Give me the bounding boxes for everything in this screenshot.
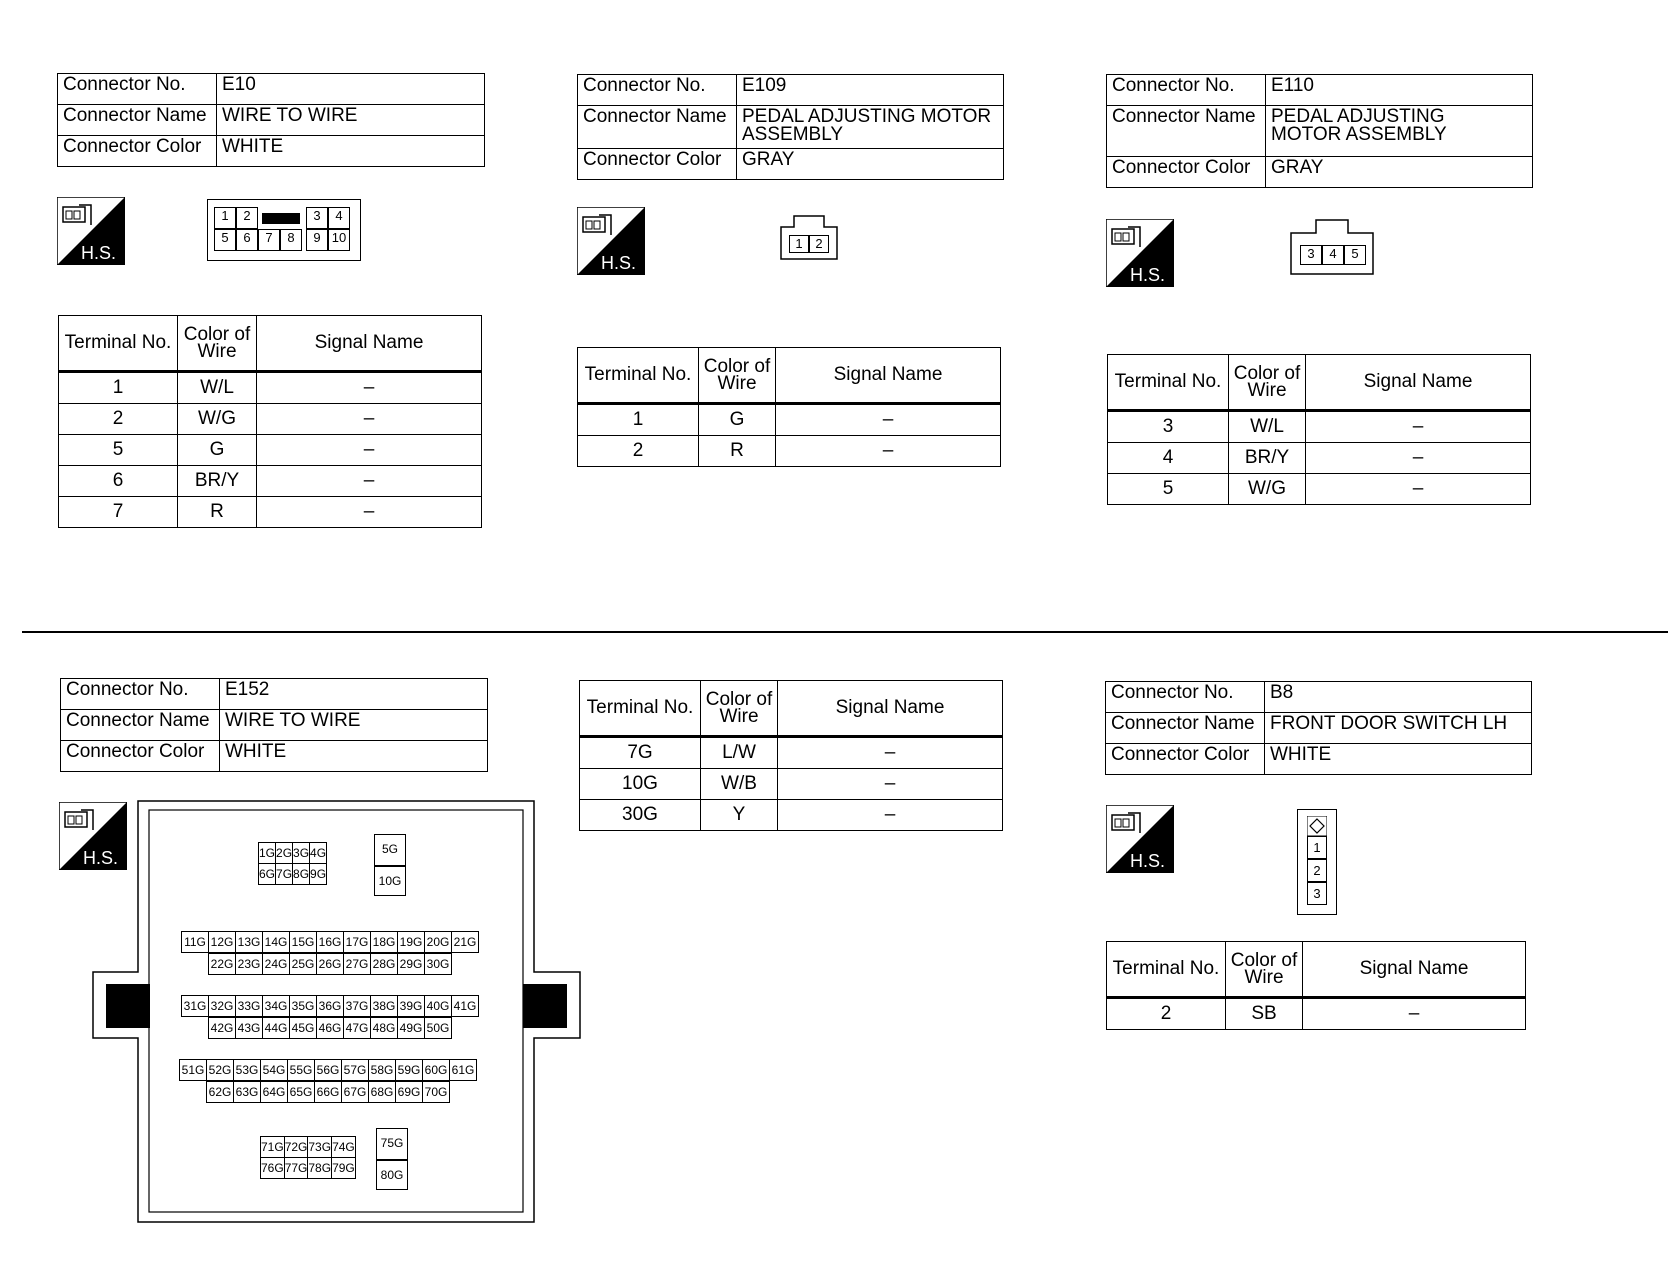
pin: 5 — [214, 229, 236, 251]
pin: 51G — [180, 1060, 207, 1081]
terminal-no-header: Terminal No. — [1108, 355, 1229, 411]
signal-cell: – — [257, 466, 482, 497]
pin: 16G — [317, 932, 344, 953]
pin: 34G — [263, 996, 290, 1017]
key-block — [262, 213, 300, 224]
e152-pin-row-2-bottom — [208, 953, 452, 975]
terminal-no-header: Terminal No. — [580, 681, 701, 737]
connector-no-value: B8 — [1265, 682, 1532, 713]
pin: 39G — [398, 996, 425, 1017]
signal-cell: – — [778, 800, 1003, 831]
connector-no-label: Connector No. — [61, 679, 220, 710]
terminal-cell: 30G — [580, 800, 701, 831]
pin: 5G — [374, 834, 406, 866]
pin: 45G — [290, 1018, 317, 1039]
pin: 21G — [452, 932, 479, 953]
pin: 78G — [308, 1158, 332, 1179]
connector-name-value: FRONT DOOR SWITCH LH — [1265, 713, 1532, 744]
connector-name-label: Connector Name — [58, 105, 217, 136]
pin: 25G — [290, 954, 317, 975]
color-of-wire-header: Color of Wire — [699, 348, 776, 404]
pin: 75G — [376, 1128, 408, 1160]
connector-name-label: Connector Name — [1106, 713, 1265, 744]
wire-cell: BR/Y — [1229, 443, 1306, 474]
pin: 53G — [234, 1060, 261, 1081]
pin: 3 — [1307, 882, 1327, 905]
e152-pin-row-2-top — [181, 931, 479, 953]
wire-cell: R — [178, 497, 257, 528]
hs-label: H.S. — [83, 848, 119, 868]
connector-color-value: GRAY — [1266, 157, 1533, 188]
pin: 28G — [371, 954, 398, 975]
e10-connector-face — [207, 199, 361, 261]
pin: 6G — [259, 864, 276, 885]
hs-icon — [1106, 805, 1174, 873]
terminal-cell: 1 — [578, 404, 699, 436]
terminal-cell: 2 — [578, 436, 699, 467]
pin: 2 — [809, 235, 829, 253]
color-of-wire-header: Color of Wire — [178, 316, 257, 372]
pin: 27G — [344, 954, 371, 975]
pin: 7G — [276, 864, 293, 885]
wire-cell: BR/Y — [178, 466, 257, 497]
signal-cell: – — [1306, 411, 1531, 443]
connector-no-value: E10 — [217, 74, 485, 105]
pin: 12G — [209, 932, 236, 953]
pin: 17G — [344, 932, 371, 953]
hs-icon — [577, 207, 645, 275]
signal-cell: – — [776, 404, 1001, 436]
e10-info-table — [57, 73, 485, 167]
hs-icon — [57, 197, 125, 265]
pin: 76G — [261, 1158, 285, 1179]
wire-cell: W/B — [701, 769, 778, 800]
pin: 3 — [1300, 245, 1322, 265]
terminal-cell: 6 — [59, 466, 178, 497]
signal-cell: – — [257, 404, 482, 435]
e110-info-table — [1106, 74, 1533, 188]
connector-no-label: Connector No. — [578, 75, 737, 106]
hs-label: H.S. — [1130, 265, 1166, 285]
connector-name-value: WIRE TO WIRE — [217, 105, 485, 136]
pin: 68G — [369, 1082, 396, 1103]
e152-info-table — [60, 678, 488, 772]
pin: 42G — [209, 1018, 236, 1039]
pin: 38G — [371, 996, 398, 1017]
hs-icon — [1106, 219, 1174, 287]
connector-name-label: Connector Name — [578, 106, 737, 149]
connector-color-value: WHITE — [1265, 744, 1532, 775]
pin: 73G — [308, 1137, 332, 1158]
signal-cell: – — [257, 497, 482, 528]
connector-color-value: GRAY — [737, 149, 1004, 180]
pin: 71G — [261, 1137, 285, 1158]
connector-no-label: Connector No. — [1107, 75, 1266, 106]
pin: 4 — [328, 207, 350, 229]
e109-connector-face — [780, 215, 838, 260]
connector-no-label: Connector No. — [1106, 682, 1265, 713]
connector-no-label: Connector No. — [58, 74, 217, 105]
pin: 72G — [284, 1137, 308, 1158]
connector-color-label: Connector Color — [61, 741, 220, 772]
connector-color-label: Connector Color — [578, 149, 737, 180]
wire-cell: W/G — [178, 404, 257, 435]
terminal-cell: 4 — [1108, 443, 1229, 474]
terminal-cell: 2 — [59, 404, 178, 435]
pin: 13G — [236, 932, 263, 953]
b8-terminal-table — [1106, 941, 1526, 1030]
pin: 40G — [425, 996, 452, 1017]
pin: 11G — [182, 932, 209, 953]
terminal-cell: 7G — [580, 737, 701, 769]
terminal-cell: 5 — [1108, 474, 1229, 505]
hs-label: H.S. — [601, 253, 637, 273]
pin: 24G — [263, 954, 290, 975]
pin: 4 — [1322, 245, 1344, 265]
connector-name-value: PEDAL ADJUSTING MOTOR ASSEMBLY — [1266, 106, 1533, 157]
b8-info-table — [1105, 681, 1532, 775]
color-of-wire-header: Color of Wire — [1226, 942, 1303, 998]
pin: 20G — [425, 932, 452, 953]
pin: 54G — [261, 1060, 288, 1081]
pin: 6 — [236, 229, 258, 251]
pin: 70G — [423, 1082, 450, 1103]
e152-pin-row-3-top — [181, 995, 479, 1017]
connector-color-label: Connector Color — [1106, 744, 1265, 775]
pin: 35G — [290, 996, 317, 1017]
pin: 3 — [306, 207, 328, 229]
pin: 31G — [182, 996, 209, 1017]
terminal-no-header: Terminal No. — [578, 348, 699, 404]
connector-no-value: E110 — [1266, 75, 1533, 106]
pin: 80G — [376, 1160, 408, 1190]
pin: 30G — [425, 954, 452, 975]
e152-pin-row-4-bottom — [206, 1081, 450, 1103]
pin: 1G — [259, 843, 276, 864]
pin: 1 — [789, 235, 809, 253]
pin: 77G — [284, 1158, 308, 1179]
wire-cell: W/L — [1229, 411, 1306, 443]
signal-cell: – — [778, 737, 1003, 769]
pin: 19G — [398, 932, 425, 953]
terminal-cell: 2 — [1107, 998, 1226, 1030]
e152-pin-row-3-bottom — [208, 1017, 452, 1039]
pin: 57G — [342, 1060, 369, 1081]
pin: 5 — [1344, 245, 1366, 265]
pin: 48G — [371, 1018, 398, 1039]
pin: 1 — [214, 207, 236, 229]
connector-name-label: Connector Name — [1107, 106, 1266, 157]
pin: 58G — [369, 1060, 396, 1081]
terminal-no-header: Terminal No. — [1107, 942, 1226, 998]
pin: 23G — [236, 954, 263, 975]
pin: 65G — [288, 1082, 315, 1103]
e109-terminal-table — [577, 347, 1001, 467]
pin: 49G — [398, 1018, 425, 1039]
pin: 1 — [1307, 836, 1327, 859]
terminal-cell: 3 — [1108, 411, 1229, 443]
pin: 79G — [332, 1158, 356, 1179]
connector-name-value: WIRE TO WIRE — [220, 710, 488, 741]
color-of-wire-header: Color of Wire — [701, 681, 778, 737]
b8-connector-face — [1297, 809, 1337, 915]
signal-cell: – — [776, 436, 1001, 467]
hs-label: H.S. — [1130, 851, 1166, 871]
e10-terminal-table — [58, 315, 482, 528]
pin: 4G — [310, 843, 327, 864]
pin: 3G — [293, 843, 310, 864]
e110-terminal-table — [1107, 354, 1531, 505]
pin: 56G — [315, 1060, 342, 1081]
terminal-cell: 1 — [59, 372, 178, 404]
signal-name-header: Signal Name — [776, 348, 1001, 404]
wire-cell: R — [699, 436, 776, 467]
pin: 2 — [236, 207, 258, 229]
signal-name-header: Signal Name — [1303, 942, 1526, 998]
e152-pin-row-4-top — [179, 1059, 477, 1081]
pin: 8G — [293, 864, 310, 885]
wire-cell: W/L — [178, 372, 257, 404]
pin: 33G — [236, 996, 263, 1017]
pin: 64G — [261, 1082, 288, 1103]
pin: 47G — [344, 1018, 371, 1039]
pin: 62G — [207, 1082, 234, 1103]
signal-cell: – — [1303, 998, 1526, 1030]
diamond-key-icon — [1307, 816, 1327, 836]
connector-color-label: Connector Color — [58, 136, 217, 167]
connector-color-value: WHITE — [220, 741, 488, 772]
e110-connector-face — [1290, 219, 1374, 275]
signal-cell: – — [1306, 474, 1531, 505]
hs-label: H.S. — [81, 243, 117, 263]
pin: 60G — [423, 1060, 450, 1081]
pin: 2 — [1307, 859, 1327, 882]
connector-no-value: E152 — [220, 679, 488, 710]
terminal-no-header: Terminal No. — [59, 316, 178, 372]
pin: 22G — [209, 954, 236, 975]
wire-cell: SB — [1226, 998, 1303, 1030]
wire-cell: Y — [701, 800, 778, 831]
pin: 8 — [280, 229, 302, 251]
pin: 44G — [263, 1018, 290, 1039]
pin: 10 — [328, 229, 350, 251]
wire-cell: L/W — [701, 737, 778, 769]
signal-cell: – — [257, 435, 482, 466]
pin: 74G — [332, 1137, 356, 1158]
pin: 32G — [209, 996, 236, 1017]
connector-color-value: WHITE — [217, 136, 485, 167]
pin: 18G — [371, 932, 398, 953]
pin: 63G — [234, 1082, 261, 1103]
pin: 2G — [276, 843, 293, 864]
pin: 14G — [263, 932, 290, 953]
signal-cell: – — [778, 769, 1003, 800]
pin: 9 — [306, 229, 328, 251]
pin: 15G — [290, 932, 317, 953]
section-divider — [22, 631, 1668, 633]
pin: 46G — [317, 1018, 344, 1039]
connector-color-label: Connector Color — [1107, 157, 1266, 188]
pin: 59G — [396, 1060, 423, 1081]
e109-info-table — [577, 74, 1004, 180]
signal-cell: – — [1306, 443, 1531, 474]
pin: 43G — [236, 1018, 263, 1039]
terminal-cell: 5 — [59, 435, 178, 466]
signal-name-header: Signal Name — [1306, 355, 1531, 411]
wire-cell: W/G — [1229, 474, 1306, 505]
pin: 26G — [317, 954, 344, 975]
connector-no-value: E109 — [737, 75, 1004, 106]
wire-cell: G — [178, 435, 257, 466]
e152-terminal-table — [579, 680, 1003, 831]
wire-cell: G — [699, 404, 776, 436]
connector-name-label: Connector Name — [61, 710, 220, 741]
signal-name-header: Signal Name — [257, 316, 482, 372]
pin: 7 — [258, 229, 280, 251]
pin: 50G — [425, 1018, 452, 1039]
pin: 29G — [398, 954, 425, 975]
pin: 41G — [452, 996, 479, 1017]
pin: 55G — [288, 1060, 315, 1081]
terminal-cell: 10G — [580, 769, 701, 800]
pin: 67G — [342, 1082, 369, 1103]
pin: 9G — [310, 864, 327, 885]
pin: 69G — [396, 1082, 423, 1103]
color-of-wire-header: Color of Wire — [1229, 355, 1306, 411]
signal-cell: – — [257, 372, 482, 404]
connector-name-value: PEDAL ADJUSTING MOTOR ASSEMBLY — [737, 106, 1004, 149]
pin: 10G — [374, 866, 406, 896]
pin: 52G — [207, 1060, 234, 1081]
terminal-cell: 7 — [59, 497, 178, 528]
signal-name-header: Signal Name — [778, 681, 1003, 737]
pin: 66G — [315, 1082, 342, 1103]
pin: 61G — [450, 1060, 477, 1081]
pin: 36G — [317, 996, 344, 1017]
pin: 37G — [344, 996, 371, 1017]
